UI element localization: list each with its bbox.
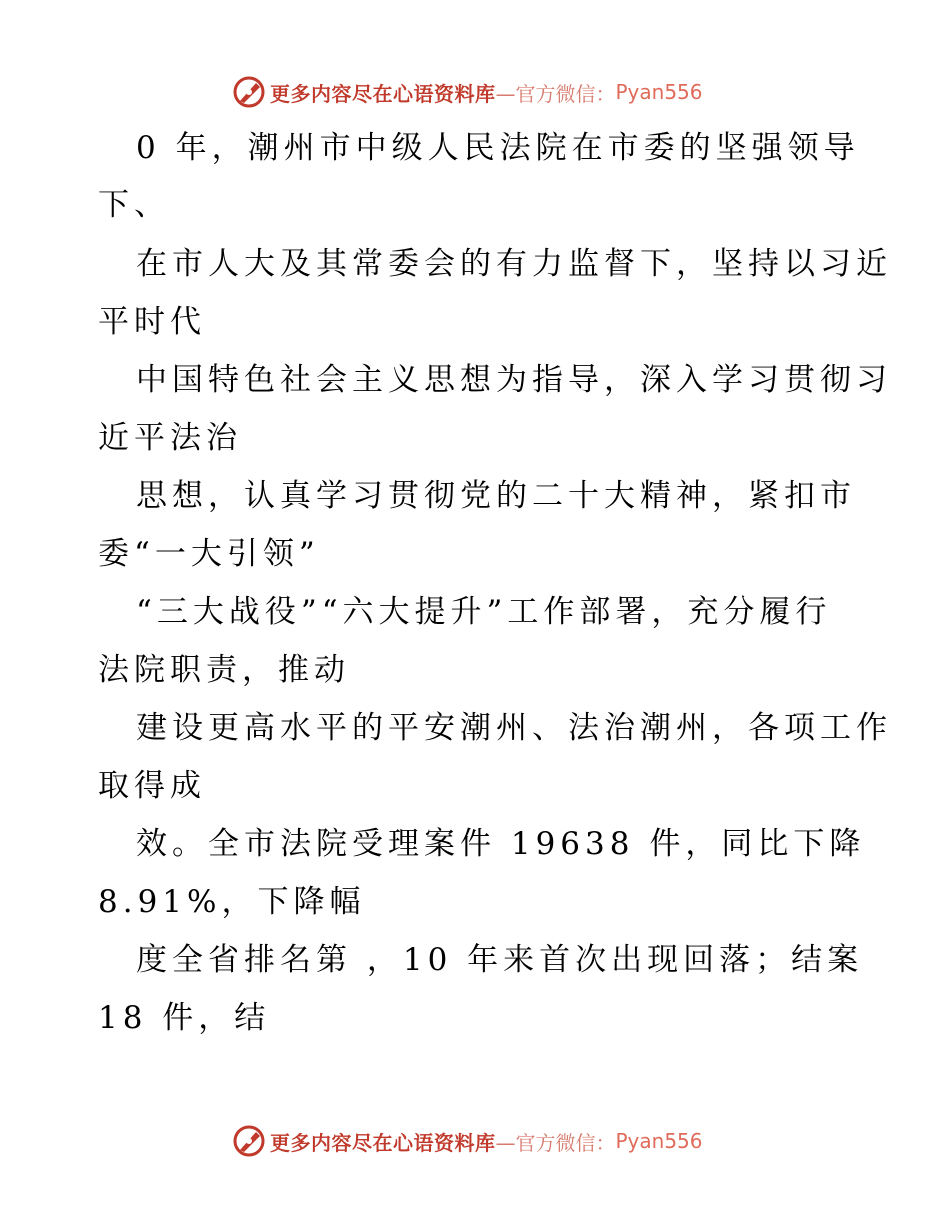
text-line: 委“一大引领”	[98, 536, 320, 572]
text-line: 思想，认真学习贯彻党的二十大精神，紧扣市	[136, 478, 856, 514]
watermark-wechat-id: Pyan556	[615, 1129, 703, 1153]
watermark-wechat-label: —官方微信：	[495, 81, 616, 106]
watermark-title: 更多内容尽在心语资料库	[270, 1130, 496, 1155]
text-line: 中国特色社会主义思想为指导，深入学习贯彻习	[136, 362, 892, 398]
watermark-wechat-id: Pyan556	[615, 80, 703, 104]
text-line: 0 年，潮州市中级人民法院在市委的坚强领导	[136, 130, 860, 166]
watermark-title: 更多内容尽在心语资料库	[270, 81, 496, 106]
text-line: 取得成	[98, 768, 206, 804]
watermark-wechat-label: —官方微信：	[495, 1130, 616, 1155]
text-line: 平时代	[98, 304, 206, 340]
text-line: 效。全市法院受理案件 19638 件，同比下降	[136, 826, 866, 862]
text-line: 18 件，结	[98, 1000, 271, 1036]
pen-logo-icon	[232, 75, 266, 109]
watermark-header	[232, 72, 703, 112]
text-line: 8.91%，下降幅	[98, 884, 366, 920]
text-line: 下、	[98, 187, 170, 223]
text-line: 近平法治	[98, 420, 242, 456]
text-line: 在市人大及其常委会的有力监督下，坚持以习近	[136, 246, 892, 282]
text-line: 度全省排名第 ，10 年来首次出现回落；结案	[136, 942, 864, 978]
text-line: 建设更高水平的平安潮州、法治潮州，各项工作	[136, 710, 892, 746]
text-line: “三大战役”“六大提升”工作部署，充分履行	[136, 594, 832, 630]
watermark-footer	[232, 1121, 703, 1161]
pen-logo-icon	[232, 1124, 266, 1158]
text-line: 法院职责，推动	[98, 652, 350, 688]
